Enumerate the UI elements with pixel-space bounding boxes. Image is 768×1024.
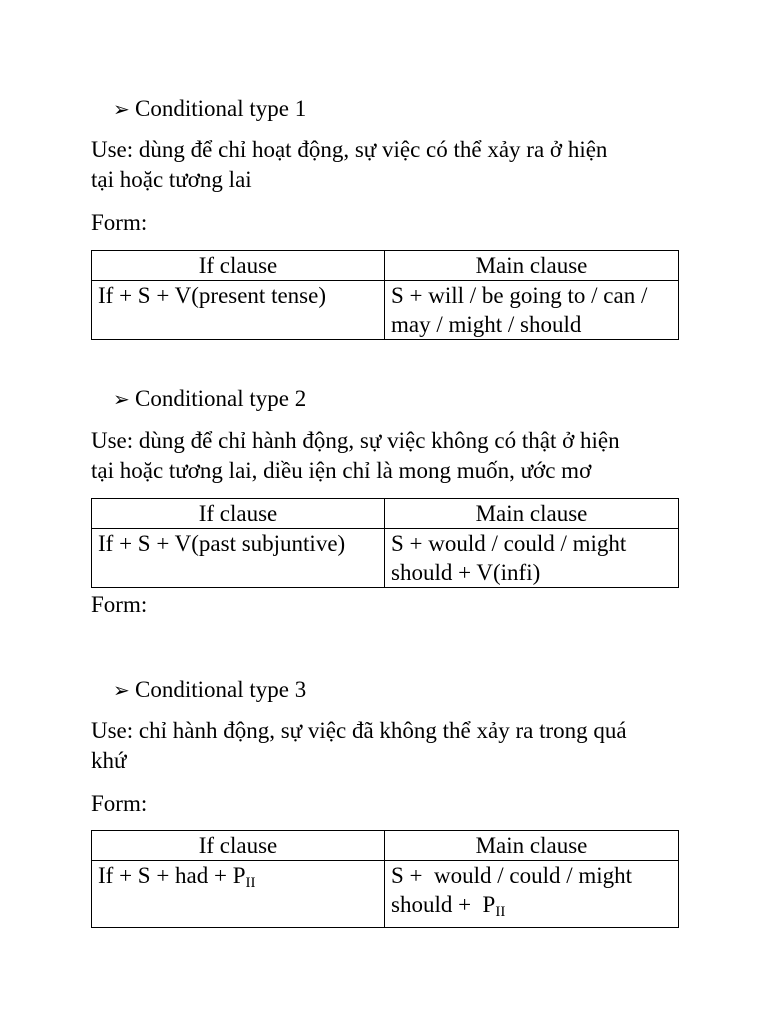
header-if-clause: If clause xyxy=(92,831,385,861)
main-clause-line xyxy=(391,890,672,927)
main-clause-line: should + V(infi) xyxy=(391,560,541,585)
arrowhead-bullet-icon: ➢ xyxy=(113,389,130,411)
heading-text: Conditional type 2 xyxy=(135,386,307,411)
use-line: tại hoặc tương lai, diều iện chỉ là mong muốn, ước mơ xyxy=(91,458,592,483)
table-header-row xyxy=(92,251,679,281)
table-header-row xyxy=(92,831,679,861)
table-row xyxy=(92,529,679,588)
main-clause-cell xyxy=(385,281,679,340)
main-clause-cell xyxy=(385,529,679,588)
main-clause-line: may / might / should xyxy=(391,312,582,337)
subscript: II xyxy=(495,904,506,920)
use-line: Use: chỉ hành động, sự việc đã không thể xảy ra trong quá xyxy=(91,718,627,743)
form-table-type3 xyxy=(91,830,679,928)
form-label-type2: Form: xyxy=(91,592,148,617)
arrowhead-bullet-icon: ➢ xyxy=(113,99,130,121)
if-clause-text: If + S + had + P xyxy=(98,863,246,888)
table-header-row xyxy=(92,499,679,529)
use-paragraph-type1 xyxy=(91,135,691,195)
header-main-clause: Main clause xyxy=(385,499,679,529)
heading-text: Conditional type 3 xyxy=(135,677,307,702)
section-heading-type2 xyxy=(113,384,306,414)
use-line: Use: dùng để chỉ hoạt động, sự việc có thể xảy ra ở hiện xyxy=(91,137,608,162)
main-clause-line: S + would / could / might xyxy=(391,863,633,888)
form-label-type3: Form: xyxy=(91,791,148,816)
if-clause-cell: If + S + V(past subjuntive) xyxy=(92,529,385,588)
header-main-clause: Main clause xyxy=(385,831,679,861)
form-table-type2 xyxy=(91,498,679,588)
section-heading-type1 xyxy=(113,94,306,124)
subscript: II xyxy=(245,875,256,891)
section-heading-type3 xyxy=(113,675,306,705)
if-clause-cell: If + S + V(present tense) xyxy=(92,281,385,340)
if-clause-cell xyxy=(92,861,385,928)
form-table-type1 xyxy=(91,250,679,340)
main-clause-line: S + would / could / might xyxy=(391,531,627,556)
header-if-clause: If clause xyxy=(92,251,385,281)
header-if-clause: If clause xyxy=(92,499,385,529)
heading-text: Conditional type 1 xyxy=(135,96,307,121)
use-line: tại hoặc tương lai xyxy=(91,167,252,192)
arrowhead-bullet-icon: ➢ xyxy=(113,680,130,702)
header-main-clause: Main clause xyxy=(385,251,679,281)
use-line: Use: dùng để chỉ hành động, sự việc không có thật ở hiện xyxy=(91,428,620,453)
form-label-type1: Form: xyxy=(91,210,148,235)
use-paragraph-type3 xyxy=(91,716,691,776)
main-clause-line: S + will / be going to / can / xyxy=(391,283,648,308)
table-row xyxy=(92,281,679,340)
use-paragraph-type2 xyxy=(91,426,691,486)
main-clause-text: should + P xyxy=(391,892,496,917)
main-clause-cell xyxy=(385,861,679,928)
use-line: khứ xyxy=(91,748,127,773)
table-row xyxy=(92,861,679,928)
